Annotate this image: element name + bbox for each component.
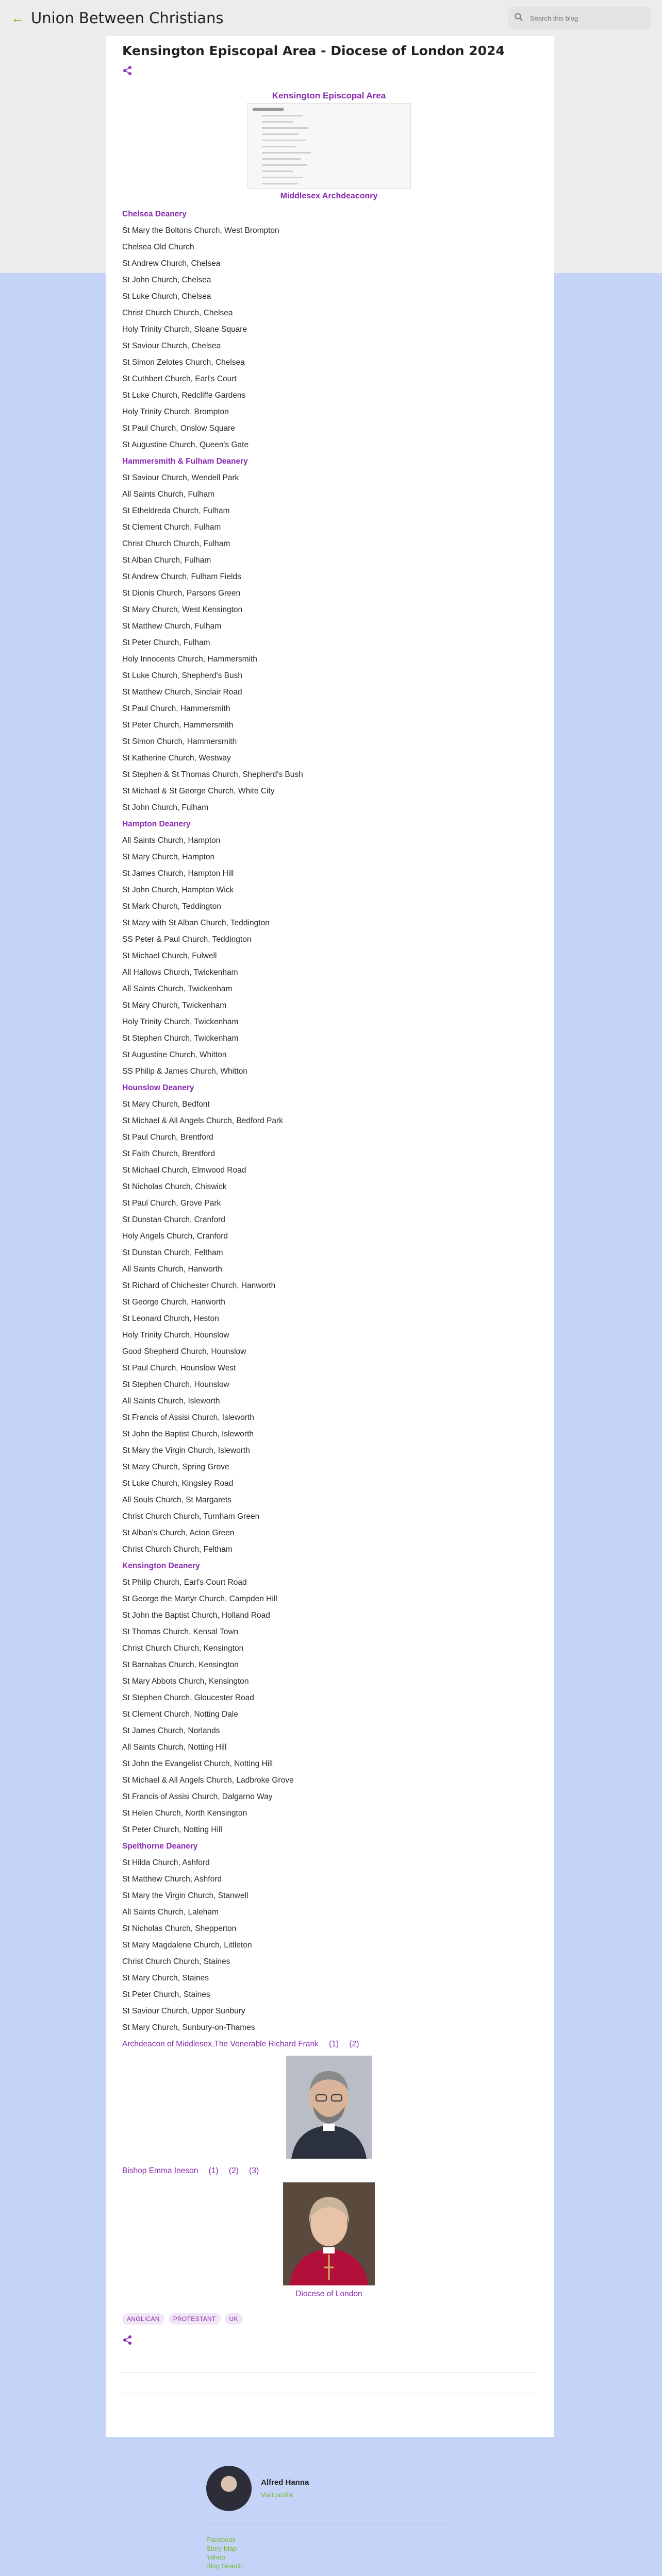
church-list-item: Holy Trinity Church, Twickenham bbox=[122, 1018, 239, 1026]
church-list-item: St Peter Church, Staines bbox=[122, 1990, 210, 1999]
diocese-link[interactable]: Diocese of London bbox=[295, 2290, 362, 2298]
church-list-item: St Etheldreda Church, Fulham bbox=[122, 506, 230, 515]
church-list-item: St Matthew Church, Sinclair Road bbox=[122, 688, 242, 697]
bishop-row bbox=[122, 2163, 536, 2179]
church-list-item: St Alban Church, Fulham bbox=[122, 556, 211, 565]
church-list-item: St Michael & St George Church, White City bbox=[122, 787, 275, 795]
deanery-heading: Kensington Deanery bbox=[122, 1562, 200, 1570]
church-list-item: St Mary the Virgin Church, Isleworth bbox=[122, 1446, 250, 1455]
profile-name[interactable]: Alfred Hanna bbox=[261, 2478, 309, 2487]
church-list-item: St Luke Church, Redcliffe Gardens bbox=[122, 391, 246, 400]
church-list-item: All Saints Church, Isleworth bbox=[122, 1397, 220, 1405]
search-input[interactable] bbox=[529, 14, 637, 23]
church-list-item: St James Church, Norlands bbox=[122, 1726, 220, 1735]
church-list-item: St John Church, Fulham bbox=[122, 803, 209, 812]
church-list-item: Holy Innocents Church, Hammersmith bbox=[122, 655, 257, 664]
church-list-item: All Saints Church, Laleham bbox=[122, 1908, 219, 1917]
church-list-item: St Luke Church, Kingsley Road bbox=[122, 1479, 234, 1488]
deanery-heading: Hampton Deanery bbox=[122, 820, 191, 828]
church-list-item: St Augustine Church, Whitton bbox=[122, 1050, 227, 1059]
church-list-item: St Saviour Church, Wendell Park bbox=[122, 473, 239, 482]
church-list-item: St Katherine Church, Westway bbox=[122, 754, 231, 762]
label-uk[interactable]: UK bbox=[225, 2313, 243, 2325]
bishop-portrait[interactable] bbox=[283, 2182, 375, 2285]
deanery-heading: Hammersmith & Fulham Deanery bbox=[122, 457, 248, 466]
church-list-item: St Mark Church, Teddington bbox=[122, 902, 221, 911]
church-list-item: All Hallows Church, Twickenham bbox=[122, 968, 238, 977]
archdeacon-ref-2[interactable]: (2) bbox=[349, 2040, 359, 2048]
church-list-item: St Michael Church, Fulwell bbox=[122, 952, 217, 960]
visit-profile-link[interactable]: Visit profile bbox=[261, 2491, 294, 2499]
footer-link-facebook[interactable]: Facebook bbox=[206, 2536, 236, 2544]
footer-link-blog-search[interactable]: Blog Search bbox=[206, 2562, 243, 2570]
church-list-item: St Nicholas Church, Shepperton bbox=[122, 1924, 237, 1933]
church-list-item: St Hilda Church, Ashford bbox=[122, 1858, 210, 1867]
church-list-item: St Alban's Church, Acton Green bbox=[122, 1529, 235, 1537]
church-list-item: St John the Baptist Church, Isleworth bbox=[122, 1430, 254, 1438]
bishop-ref-1[interactable]: (1) bbox=[208, 2166, 219, 2175]
archdeaconry-title: Middlesex Archdeaconry bbox=[280, 192, 378, 200]
church-list-item: All Souls Church, St Margarets bbox=[122, 1496, 231, 1504]
church-list-item: St Stephen Church, Twickenham bbox=[122, 1034, 239, 1043]
church-list-item: St Paul Church, Grove Park bbox=[122, 1199, 221, 1208]
church-list-item: St Mary Magdalene Church, Littleton bbox=[122, 1941, 252, 1950]
avatar[interactable] bbox=[206, 2466, 252, 2511]
bishop-ref-2[interactable]: (2) bbox=[228, 2166, 239, 2175]
church-list-item: St Luke Church, Shepherd's Bush bbox=[122, 671, 243, 680]
church-list-item: St Mary Church, Spring Grove bbox=[122, 1463, 229, 1471]
church-list-item: St Mary Church, Hampton bbox=[122, 853, 215, 861]
label-anglican[interactable]: ANGLICAN bbox=[122, 2313, 164, 2325]
church-list-item: St Clement Church, Fulham bbox=[122, 523, 221, 532]
church-list-item: Holy Trinity Church, Brompton bbox=[122, 408, 229, 416]
church-list-item: St Michael & All Angels Church, Ladbroke Grove bbox=[122, 1776, 294, 1785]
church-list-item: St Matthew Church, Fulham bbox=[122, 622, 222, 631]
church-list-item: St James Church, Hampton Hill bbox=[122, 869, 234, 878]
church-list-item: Christ Church Church, Kensington bbox=[122, 1644, 244, 1653]
blog-title[interactable]: Union Between Christians bbox=[31, 9, 224, 27]
archdeacon-link[interactable]: Archdeacon of Middlesex,The Venerable Richard Frank bbox=[122, 2040, 319, 2048]
church-list-item: Good Shepherd Church, Hounslow bbox=[122, 1347, 246, 1356]
church-list-item: SS Peter & Paul Church, Teddington bbox=[122, 935, 252, 944]
church-list-item: St Mary Church, Bedfont bbox=[122, 1100, 210, 1109]
church-list-item: Christ Church Church, Feltham bbox=[122, 1545, 233, 1554]
church-list-item: St Paul Church, Brentford bbox=[122, 1133, 213, 1142]
archdeacon-row bbox=[122, 2036, 536, 2053]
church-list-item: St Augustine Church, Queen's Gate bbox=[122, 440, 249, 449]
church-list-item: Holy Angels Church, Cranford bbox=[122, 1232, 228, 1241]
church-list-item: St Saviour Church, Upper Sunbury bbox=[122, 2007, 245, 2015]
church-list-item: St Francis of Assisi Church, Isleworth bbox=[122, 1413, 254, 1422]
author-profile bbox=[206, 2466, 464, 2570]
church-list-item: Holy Trinity Church, Sloane Square bbox=[122, 325, 247, 334]
church-list-item: All Saints Church, Hanworth bbox=[122, 1265, 222, 1274]
church-list-item: All Saints Church, Twickenham bbox=[122, 985, 233, 993]
church-list-item: Chelsea Old Church bbox=[122, 243, 194, 251]
church-list-item: St Mary Church, Twickenham bbox=[122, 1001, 227, 1010]
church-list-item: St Clement Church, Notting Dale bbox=[122, 1710, 238, 1719]
church-list-item: St Cuthbert Church, Earl's Court bbox=[122, 375, 237, 383]
search-icon[interactable] bbox=[515, 13, 523, 24]
church-list-item: Holy Trinity Church, Hounslow bbox=[122, 1331, 229, 1340]
church-list-item: St Mary Abbots Church, Kensington bbox=[122, 1677, 249, 1686]
church-list-item: St Mary Church, Sunbury-on-Thames bbox=[122, 2023, 255, 2032]
church-list-item: St Simon Zelotes Church, Chelsea bbox=[122, 358, 245, 367]
church-list-item: St Peter Church, Hammersmith bbox=[122, 721, 234, 730]
church-list-item: St John the Evangelist Church, Notting Hill bbox=[122, 1759, 273, 1768]
church-list-item: St Saviour Church, Chelsea bbox=[122, 342, 221, 350]
church-list-item: St John Church, Chelsea bbox=[122, 276, 211, 284]
divider bbox=[206, 2524, 454, 2525]
bishop-ref-3[interactable]: (3) bbox=[249, 2166, 259, 2175]
footer-links bbox=[206, 2535, 464, 2570]
church-list-item: St Philip Church, Earl's Court Road bbox=[122, 1578, 247, 1587]
church-list-item: St Peter Church, Fulham bbox=[122, 638, 210, 647]
post-labels bbox=[122, 2313, 536, 2325]
church-list-item: St John Church, Hampton Wick bbox=[122, 886, 234, 894]
church-list-item: Christ Church Church, Staines bbox=[122, 1957, 230, 1966]
church-list-item: St Stephen & St Thomas Church, Shepherd's Bush bbox=[122, 770, 303, 779]
church-list-item: St Luke Church, Chelsea bbox=[122, 292, 211, 301]
church-list-item: St Dionis Church, Parsons Green bbox=[122, 589, 241, 598]
bishop-link[interactable]: Bishop Emma Ineson bbox=[122, 2166, 198, 2175]
church-list-item: St Michael & All Angels Church, Bedford Park bbox=[122, 1116, 283, 1125]
church-list-item: St Helen Church, North Kensington bbox=[122, 1809, 247, 1818]
deanery-list bbox=[122, 206, 536, 2036]
deanery-heading: Hounslow Deanery bbox=[122, 1083, 194, 1092]
church-list-item: St Dunstan Church, Feltham bbox=[122, 1248, 223, 1257]
church-list-item: St Stephen Church, Gloucester Road bbox=[122, 1693, 254, 1702]
share-icon[interactable] bbox=[122, 65, 134, 77]
church-list-item: St George the Martyr Church, Campden Hill bbox=[122, 1595, 277, 1603]
church-list-item: St Paul Church, Hammersmith bbox=[122, 704, 230, 713]
church-list-item: All Saints Church, Hampton bbox=[122, 836, 221, 845]
church-list-item: St Andrew Church, Chelsea bbox=[122, 259, 221, 268]
church-list-item: Christ Church Church, Chelsea bbox=[122, 309, 233, 317]
church-list-item: St Mary with St Alban Church, Teddington bbox=[122, 919, 270, 927]
church-list-item: Christ Church Church, Fulham bbox=[122, 539, 230, 548]
church-list-item: St Faith Church, Brentford bbox=[122, 1149, 216, 1158]
blog-header bbox=[0, 0, 662, 36]
church-list-item: St George Church, Hanworth bbox=[122, 1298, 225, 1307]
church-list-item: St Peter Church, Notting Hill bbox=[122, 1825, 222, 1834]
church-list-item: St Mary Church, Staines bbox=[122, 1974, 209, 1982]
church-list-item: St Leonard Church, Heston bbox=[122, 1314, 219, 1323]
church-list-item: St Mary Church, West Kensington bbox=[122, 605, 243, 614]
archdeacon-portrait[interactable] bbox=[286, 2056, 372, 2159]
church-list-item: St Thomas Church, Kensal Town bbox=[122, 1628, 239, 1636]
deanery-list-image[interactable] bbox=[247, 103, 411, 189]
church-list-item: All Saints Church, Fulham bbox=[122, 490, 215, 499]
church-list-item: St Mary the Boltons Church, West Brompton bbox=[122, 226, 279, 235]
church-list-item: St Francis of Assisi Church, Dalgarno Way bbox=[122, 1792, 273, 1801]
church-list-item: St Barnabas Church, Kensington bbox=[122, 1660, 239, 1669]
church-list-item: St Paul Church, Onslow Square bbox=[122, 424, 235, 433]
post-card bbox=[106, 36, 554, 2437]
church-list-item: St John the Baptist Church, Holland Road bbox=[122, 1611, 270, 1620]
area-title[interactable]: Kensington Episcopal Area bbox=[272, 91, 386, 100]
church-list-item: St Dunstan Church, Cranford bbox=[122, 1215, 225, 1224]
church-list-item: St Paul Church, Hounslow West bbox=[122, 1364, 236, 1372]
share-icon[interactable] bbox=[122, 2335, 134, 2346]
deanery-heading: Chelsea Deanery bbox=[122, 210, 187, 218]
label-protestant[interactable]: PROTESTANT bbox=[169, 2313, 221, 2325]
search-box[interactable] bbox=[508, 7, 651, 29]
church-list-item: St Matthew Church, Ashford bbox=[122, 1875, 222, 1884]
church-list-item: St Nicholas Church, Chiswick bbox=[122, 1182, 227, 1191]
church-list-item: St Mary the Virgin Church, Stanwell bbox=[122, 1891, 249, 1900]
deanery-heading: Spelthorne Deanery bbox=[122, 1842, 198, 1851]
back-arrow-icon[interactable]: ← bbox=[11, 10, 24, 26]
church-list-item: St Andrew Church, Fulham Fields bbox=[122, 572, 241, 581]
church-list-item: SS Philip & James Church, Whitton bbox=[122, 1067, 247, 1076]
church-list-item: St Stephen Church, Hounslow bbox=[122, 1380, 229, 1389]
post-title: Kensington Episcopal Area - Diocese of London 2024 bbox=[122, 43, 505, 58]
archdeacon-ref-1[interactable]: (1) bbox=[329, 2040, 339, 2048]
church-list-item: St Simon Church, Hammersmith bbox=[122, 737, 237, 746]
church-list-item: All Saints Church, Notting Hill bbox=[122, 1743, 227, 1752]
church-list-item: Christ Church Church, Turnham Green bbox=[122, 1512, 260, 1521]
footer-link-yahoo[interactable]: Yahoo bbox=[206, 2553, 225, 2561]
church-list-item: St Michael Church, Elmwood Road bbox=[122, 1166, 246, 1175]
footer-link-story-map[interactable]: Story Map bbox=[206, 2545, 237, 2552]
divider bbox=[122, 2372, 536, 2373]
church-list-item: St Richard of Chichester Church, Hanworth bbox=[122, 1281, 276, 1290]
